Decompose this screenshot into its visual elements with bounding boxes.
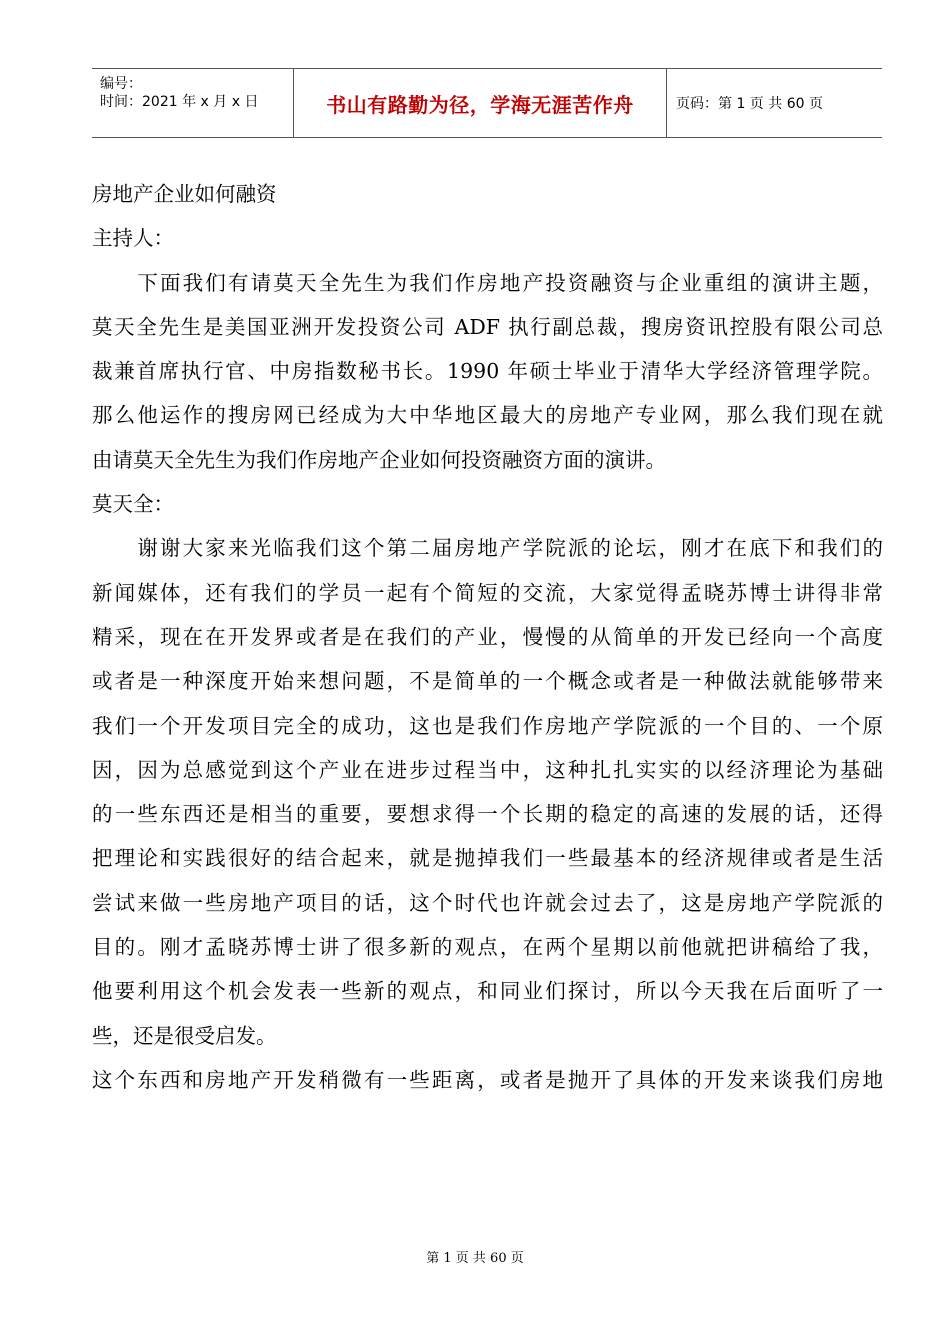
header-page-info [667,69,882,137]
footer-page-number: 第 1 页 共 60 页 [426,1251,524,1266]
paragraph-line: 谢谢大家来光临我们这个第二届房地产学院派的论坛，刚才在底下和我们的 [92,536,883,561]
document-body [92,177,883,1097]
host-paragraph [92,266,883,477]
page-header [92,68,882,138]
page-footer [0,1247,950,1266]
paragraph-line: 我们一个开发项目完全的成功，这也是我们作房地产学院派的一个目的、一个原 [92,713,883,738]
paragraph-line: 尝试来做一些房地产项目的话，这个时代也许就会过去了，这是房地产学院派的 [92,890,883,915]
host-label: 主持人： [92,226,174,251]
doc-number-label: 编号： [100,76,142,92]
paragraph-line: 新闻媒体，还有我们的学员一起有个简短的交流，大家觉得孟晓苏博士讲得非常 [92,580,883,605]
paragraph-line: 他要利用这个机会发表一些新的观点，和同业们探讨，所以今天我在后面听了一 [92,979,883,1004]
speaker-label: 莫天全： [92,492,174,517]
header-meta [92,69,294,137]
paragraph-line: 的一些东西还是相当的重要，要想求得一个长期的稳定的高速的发展的话，还得 [92,802,883,827]
page-info-text: 页码：第 1 页 共 60 页 [676,96,823,112]
paragraph-line: 由请莫天全先生为我们作房地产企业如何投资融资方面的演讲。 [92,447,666,472]
paragraph-line: 那么他运作的搜房网已经成为大中华地区最大的房地产专业网，那么我们现在就 [92,403,883,428]
paragraph-line: 下面我们有请莫天全先生为我们作房地产投资融资与企业重组的演讲主题， [92,270,883,295]
paragraph-line: 莫天全先生是美国亚洲开发投资公司 ADF 执行副总裁，搜房资讯控股有限公司总 [92,314,883,339]
doc-title: 房地产企业如何融资 [92,182,277,206]
speaker-paragraph [92,531,883,1053]
paragraph-line: 或者是一种深度开始来想问题，不是简单的一个概念或者是一种做法就能够带来 [92,669,883,694]
continuation-paragraph [92,1063,883,1097]
paragraph-line: 目的。刚才孟晓苏博士讲了很多新的观点，在两个星期以前他就把讲稿给了我， [92,935,883,960]
paragraph-line: 些，还是很受启发。 [92,1023,277,1048]
header-motto-cell [294,69,667,137]
paragraph-line: 因，因为总感觉到这个产业在进步过程当中，这种扎扎实实的以经济理论为基础 [92,757,883,782]
paragraph-line: 把理论和实践很好的结合起来，就是抛掉我们一些最基本的经济规律或者是生活 [92,846,883,871]
motto-text: 书山有路勤为径，学海无涯苦作舟 [326,92,634,117]
paragraph-line: 这个东西和房地产开发稍微有一些距离，或者是抛开了具体的开发来谈我们房地 [92,1067,883,1092]
paragraph-line: 裁兼首席执行官、中房指数秘书长。1990 年硕士毕业于清华大学经济管理学院。 [92,359,883,384]
paragraph-line: 精采，现在在开发界或者是在我们的产业，慢慢的从简单的开发已经向一个高度 [92,624,883,649]
doc-time-label: 时间：2021 年 x 月 x 日 [100,94,259,110]
